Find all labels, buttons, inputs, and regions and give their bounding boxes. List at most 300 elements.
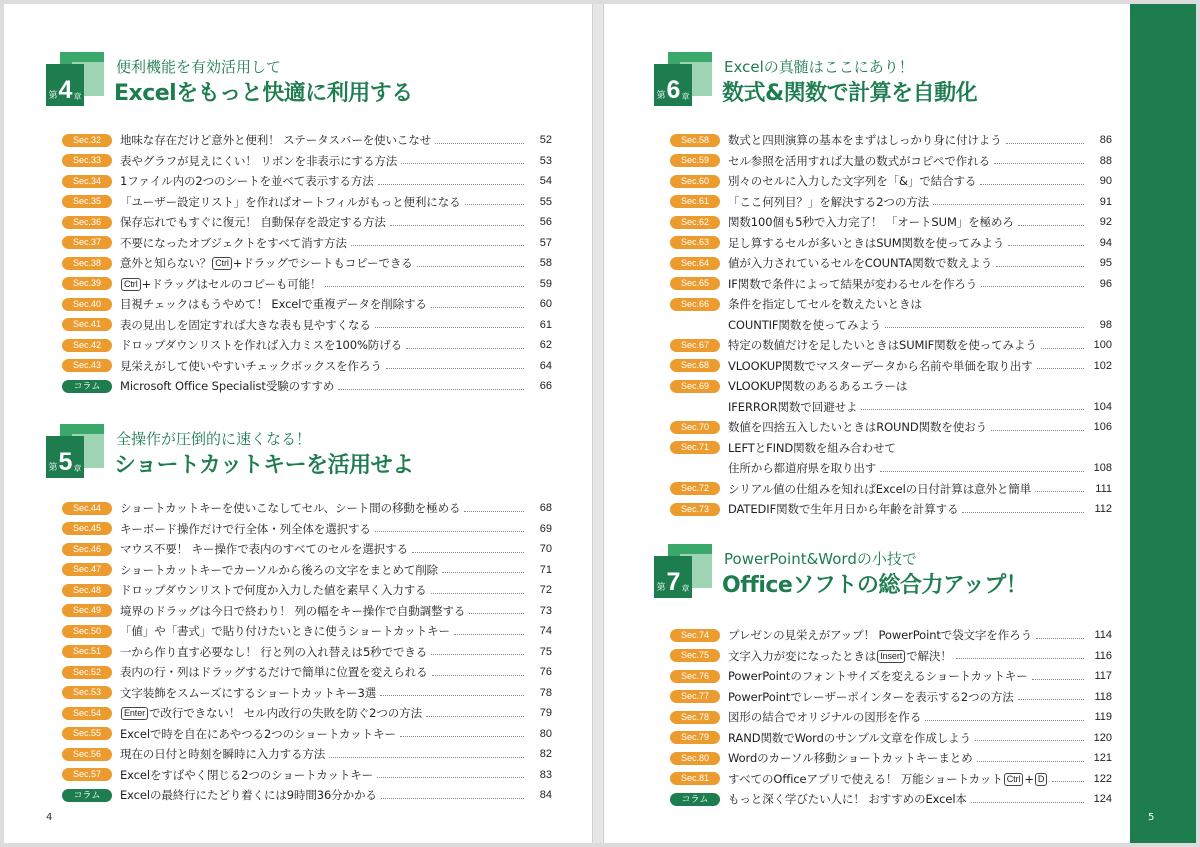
entry-title: Excelで時を自在にあやつる2つのショートカットキー [120, 726, 396, 741]
chapter-title: 数式&関数で計算を自動化 [722, 81, 978, 106]
leader-dots [1052, 781, 1084, 782]
entry-page-number: 76 [539, 666, 552, 679]
section-badge: Sec.32 [62, 134, 112, 147]
toc-entry [62, 703, 552, 724]
leader-dots [880, 471, 1084, 472]
entry-title: 1ファイル内の2つのシートを並べて表示する方法 [120, 174, 374, 189]
leader-dots [991, 430, 1084, 431]
toc-entry-continued [670, 458, 1112, 479]
leader-dots [465, 204, 524, 205]
toc-entry [670, 687, 1112, 708]
section-badge: Sec.73 [670, 503, 720, 516]
leader-dots [400, 736, 524, 737]
toc-entry [62, 192, 552, 213]
chapter-subtitle: PowerPoint&Wordの小技で [724, 550, 917, 568]
chapter-number: 4 [58, 75, 73, 104]
entry-page-number: 72 [539, 584, 552, 597]
chapter-number-box [654, 64, 692, 106]
leader-dots [861, 409, 1084, 410]
section-badge: Sec.35 [62, 195, 112, 208]
entry-page-number: 53 [539, 154, 552, 167]
toc-entry [62, 580, 552, 601]
toc-entry [670, 294, 1112, 315]
leader-dots [378, 184, 524, 185]
entry-page-number: 56 [539, 216, 552, 229]
entry-title: VLOOKUP関数でマスターデータから名前や単価を取り出す [728, 358, 1033, 373]
entry-title: Wordのカーソル移動ショートカットキーまとめ [728, 751, 973, 766]
toc-entry [62, 560, 552, 581]
toc-entry [62, 335, 552, 356]
entry-title: 表やグラフが見えにくい！ リボンを非表示にする方法 [120, 153, 398, 168]
entry-page-number: 69 [539, 522, 552, 535]
leader-dots [431, 307, 524, 308]
entry-title: 表内の行・列はドラッグするだけで簡単に位置を変えられる [120, 665, 428, 680]
leader-dots [380, 695, 524, 696]
leader-dots [956, 658, 1084, 659]
section-badge: Sec.44 [62, 502, 112, 515]
leader-dots [1006, 143, 1084, 144]
entry-title: 関数100個も5秒で入力完了！ 「オートSUM」を極めろ [728, 215, 1014, 230]
leader-dots [412, 552, 524, 553]
toc-entry [62, 621, 552, 642]
section-badge: Sec.80 [670, 752, 720, 765]
entry-page-number: 54 [539, 175, 552, 188]
entry-title: ドロップダウンリストで何度か入力した値を素早く入力する [120, 583, 427, 598]
entry-title-continued: IFERROR関数で回避せよ [728, 399, 858, 414]
toc-entry [670, 748, 1112, 769]
chapter-5-header [46, 424, 546, 484]
leader-dots [1008, 245, 1084, 246]
toc-entry [670, 253, 1112, 274]
entry-page-number: 117 [1094, 670, 1112, 683]
entry-title: 図形の結合でオリジナルの図形を作る [728, 710, 922, 725]
chapter-number-icon [654, 52, 712, 108]
section-badge: Sec.47 [62, 563, 112, 576]
toc-entry [62, 498, 552, 519]
entry-title [728, 771, 1048, 787]
toc-entry [670, 151, 1112, 172]
leader-dots [375, 531, 524, 532]
section-badge: Sec.54 [62, 707, 112, 720]
toc-entry [670, 376, 1112, 397]
column-badge: コラム [62, 789, 112, 802]
entry-title: 「値」や「書式」で貼り付けたいときに使うショートカットキー [120, 624, 450, 639]
leader-dots [435, 143, 524, 144]
chapter-number-box [46, 436, 84, 478]
entry-title: ショートカットキーを使いこなしてセル、シート間の移動を極める [120, 501, 461, 516]
leader-dots [981, 286, 1084, 287]
section-badge: Sec.42 [62, 339, 112, 352]
entry-title [120, 705, 422, 721]
section-badge: Sec.33 [62, 154, 112, 167]
toc-entry [62, 356, 552, 377]
leader-dots [980, 184, 1084, 185]
entry-title-part: で解決！ [906, 648, 952, 663]
section-badge: Sec.39 [62, 277, 112, 290]
toc-entry [62, 744, 552, 765]
entry-title: 別々のセルに入力した文字列を「&」で結合する [728, 174, 977, 189]
entry-page-number: 66 [539, 380, 552, 393]
chapter-subtitle: Excelの真髄はここにあり！ [724, 58, 914, 76]
toc-entry [670, 130, 1112, 151]
entry-title: シリアル値の仕組みを知ればExcelの日付計算は意外と簡単 [728, 481, 1032, 496]
section-badge: Sec.34 [62, 175, 112, 188]
section-badge: Sec.51 [62, 645, 112, 658]
chapter-suffix: 章 [73, 464, 82, 473]
toc-entry [670, 769, 1112, 790]
section-badge: Sec.62 [670, 216, 720, 229]
section-badge: Sec.65 [670, 277, 720, 290]
entry-title: Excelの最終行にたどり着くには9時間36分かかる [120, 788, 377, 803]
toc-entry [62, 233, 552, 254]
section-badge: Sec.50 [62, 625, 112, 638]
leader-dots [329, 757, 524, 758]
entry-page-number: 82 [539, 748, 552, 761]
section-badge: Sec.37 [62, 236, 112, 249]
leader-dots [442, 572, 524, 573]
leader-dots [338, 389, 524, 390]
toc-entry [670, 417, 1112, 438]
entry-title-continued: COUNTIF関数を使ってみよう [728, 317, 882, 332]
entry-title [120, 255, 413, 271]
section-badge: Sec.71 [670, 441, 720, 454]
section-badge: Sec.61 [670, 195, 720, 208]
leader-dots [933, 204, 1084, 205]
toc-entry [670, 212, 1112, 233]
entry-title: Excelをすばやく閉じる2つのショートカットキー [120, 767, 374, 782]
toc-entry [62, 519, 552, 540]
entry-title: 「ユーザー設定リスト」を作ればオートフィルがもっと便利になる [120, 194, 461, 209]
entry-page-number: 122 [1093, 772, 1112, 785]
section-badge: Sec.41 [62, 318, 112, 331]
section-badge: Sec.56 [62, 748, 112, 761]
entry-title: PowerPointでレーザーポインターを表示する2つの方法 [728, 689, 1014, 704]
entry-page-number: 79 [539, 707, 552, 720]
section-badge: Sec.46 [62, 543, 112, 556]
leader-dots [1018, 225, 1084, 226]
entry-title-part: +ドラッグはセルのコピーも可能！ [141, 276, 322, 291]
chapter-7-toc [670, 625, 1112, 810]
entry-page-number: 111 [1095, 482, 1112, 495]
entry-title: セル参照を活用すれば大量の数式がコピペで作れる [728, 153, 990, 168]
entry-page-number: 84 [539, 789, 552, 802]
entry-page-number: 59 [539, 277, 552, 290]
toc-entry [670, 192, 1112, 213]
leader-dots [1036, 638, 1084, 639]
entry-title: 特定の数値だけを足したいときはSUMIF関数を使ってみよう [728, 338, 1037, 353]
entry-title: IF関数で条件によって結果が変わるセルを作ろう [728, 276, 978, 291]
section-badge: Sec.79 [670, 731, 720, 744]
section-badge: Sec.69 [670, 380, 720, 393]
entry-title: 足し算するセルが多いときはSUM関数を使ってみよう [728, 235, 1005, 250]
key-cap: Ctrl [212, 257, 232, 270]
leader-dots [375, 327, 524, 328]
column-badge: コラム [670, 793, 720, 806]
entry-title: 表の見出しを固定すれば大きな表も見やすくなる [120, 317, 371, 332]
entry-title: ショートカットキーでカーソルから後ろの文字をまとめて削除 [120, 562, 439, 577]
entry-page-number: 73 [539, 604, 552, 617]
chapter-7-header [654, 544, 1114, 604]
leader-dots [1041, 348, 1084, 349]
entry-page-number: 64 [539, 359, 552, 372]
chapter-number: 5 [58, 447, 73, 476]
entry-title: 保存忘れでもすぐに復元！ 自動保存を設定する方法 [120, 215, 386, 230]
entry-title: 境界のドラッグは今日で終わり！ 列の幅をキー操作で自動調整する [120, 603, 466, 618]
chapter-6-toc [670, 130, 1112, 520]
toc-entry [670, 233, 1112, 254]
toc-column-entry [670, 789, 1112, 810]
entry-title: DATEDIF関数で生年月日から年齢を計算する [728, 502, 959, 517]
entry-page-number: 106 [1093, 421, 1112, 434]
toc-entry [62, 724, 552, 745]
section-badge: Sec.58 [670, 134, 720, 147]
entry-page-number: 96 [1099, 277, 1112, 290]
entry-title [728, 648, 952, 664]
chapter-suffix: 章 [681, 584, 690, 593]
entry-page-number: 119 [1094, 711, 1112, 724]
leader-dots [1035, 491, 1084, 492]
leader-dots [406, 348, 524, 349]
toc-entry [670, 646, 1112, 667]
chapter-4-header [46, 52, 546, 112]
leader-dots [994, 163, 1084, 164]
section-badge: Sec.55 [62, 727, 112, 740]
chapter-title: Officeソフトの総合力アップ！ [722, 573, 1028, 598]
section-badge: Sec.49 [62, 604, 112, 617]
toc-entry [62, 539, 552, 560]
section-badge: Sec.63 [670, 236, 720, 249]
entry-page-number: 62 [539, 339, 552, 352]
leader-dots [469, 613, 524, 614]
toc-entry [62, 151, 552, 172]
leader-dots [432, 675, 524, 676]
leader-dots [431, 654, 524, 655]
entry-page-number: 120 [1093, 731, 1112, 744]
chapter-number: 6 [666, 75, 681, 104]
chapter-4-toc [62, 130, 552, 397]
right-page [603, 4, 1196, 843]
chapter-6-header [654, 52, 1114, 112]
section-badge: Sec.38 [62, 257, 112, 270]
entry-title: 値が入力されているセルをCOUNTA関数で数えよう [728, 256, 993, 271]
chapter-number-icon [46, 52, 104, 108]
section-badge: Sec.36 [62, 216, 112, 229]
left-page [4, 4, 593, 843]
entry-title-part: +ドラッグでシートもコピーできる [232, 256, 413, 271]
entry-page-number: 86 [1099, 134, 1112, 147]
section-badge: Sec.48 [62, 584, 112, 597]
entry-title-part: すべてのOfficeアプリで使える！ 万能ショートカット [728, 771, 1003, 786]
leader-dots [431, 593, 524, 594]
leader-dots [390, 225, 524, 226]
section-badge: Sec.59 [670, 154, 720, 167]
entry-page-number: 95 [1099, 257, 1112, 270]
entry-page-number: 102 [1093, 359, 1112, 372]
entry-page-number: 98 [1099, 318, 1112, 331]
entry-title: 地味な存在だけど意外と便利！ ステータスバーを使いこなせ [120, 133, 432, 148]
toc-entry [670, 438, 1112, 459]
toc-entry [62, 253, 552, 274]
toc-column-entry [62, 785, 552, 806]
toc-entry [62, 642, 552, 663]
toc-entry [62, 662, 552, 683]
chapter-number-box [654, 556, 692, 598]
entry-page-number: 124 [1093, 793, 1112, 806]
section-badge: Sec.74 [670, 629, 720, 642]
page-number: 5 [1148, 812, 1155, 823]
key-cap: D [1035, 773, 1047, 786]
leader-dots [417, 266, 524, 267]
entry-title: LEFTとFIND関数を組み合わせて [728, 440, 896, 455]
entry-page-number: 74 [539, 625, 552, 638]
toc-entry [670, 274, 1112, 295]
entry-page-number: 90 [1099, 175, 1112, 188]
entry-page-number: 71 [539, 563, 552, 576]
chapter-prefix: 第 [48, 463, 58, 473]
chapter-subtitle: 全操作が圧倒的に速くなる！ [116, 430, 312, 448]
section-badge: Sec.40 [62, 298, 112, 311]
section-badge: Sec.43 [62, 359, 112, 372]
toc-entry [62, 274, 552, 295]
section-badge: Sec.72 [670, 482, 720, 495]
entry-title-part: + [1024, 771, 1034, 786]
entry-page-number: 92 [1099, 216, 1112, 229]
entry-page-number: 60 [539, 298, 552, 311]
entry-page-number: 61 [539, 318, 552, 331]
entry-title: プレゼンの見栄えがアップ！ PowerPointで袋文字を作ろう [728, 628, 1033, 643]
key-cap: Insert [877, 650, 905, 663]
section-badge: Sec.81 [670, 772, 720, 785]
key-cap: Enter [121, 707, 148, 720]
entry-title: ドロップダウンリストを作れば入力ミスを100%防げる [120, 338, 403, 353]
leader-dots [381, 798, 524, 799]
leader-dots [454, 634, 524, 635]
entry-page-number: 104 [1093, 400, 1112, 413]
toc-entry [62, 212, 552, 233]
section-badge: Sec.67 [670, 339, 720, 352]
section-badge: Sec.77 [670, 690, 720, 703]
chapter-number-icon [46, 424, 104, 480]
entry-page-number: 112 [1094, 503, 1112, 516]
entry-page-number: 68 [539, 502, 552, 515]
chapter-prefix: 第 [656, 583, 666, 593]
chapter-suffix: 章 [73, 92, 82, 101]
toc-entry [670, 356, 1112, 377]
entry-page-number: 80 [539, 727, 552, 740]
entry-page-number: 118 [1094, 690, 1112, 703]
chapter-subtitle: 便利機能を有効活用して [116, 58, 282, 76]
entry-page-number: 100 [1093, 339, 1112, 352]
section-badge: Sec.75 [670, 649, 720, 662]
section-badge: Sec.45 [62, 522, 112, 535]
chapter-prefix: 第 [656, 91, 666, 101]
leader-dots [426, 716, 524, 717]
toc-entry [670, 728, 1112, 749]
entry-title: 現在の日付と時刻を瞬時に入力する方法 [120, 747, 326, 762]
entry-page-number: 57 [539, 236, 552, 249]
entry-page-number: 114 [1094, 629, 1112, 642]
section-badge: Sec.60 [670, 175, 720, 188]
chapter-color-strip [1130, 4, 1196, 843]
toc-entry [62, 315, 552, 336]
entry-title: 目視チェックはもうやめて！ Excelで重複データを削除する [120, 297, 427, 312]
chapter-number: 7 [666, 567, 681, 596]
leader-dots [977, 761, 1084, 762]
toc-entry [62, 601, 552, 622]
entry-title: PowerPointのフォントサイズを変えるショートカットキー [728, 669, 1028, 684]
chapter-title: ショートカットキーを活用せよ [114, 453, 414, 478]
section-badge: Sec.68 [670, 359, 720, 372]
entry-page-number: 52 [539, 134, 552, 147]
section-badge: Sec.66 [670, 298, 720, 311]
entry-page-number: 108 [1093, 462, 1112, 475]
leader-dots [386, 368, 524, 369]
page-number: 4 [46, 812, 53, 823]
entry-title: RAND関数でWordのサンプル文章を作成しよう [728, 730, 971, 745]
leader-dots [325, 286, 524, 287]
toc-entry [670, 171, 1112, 192]
leader-dots [1037, 368, 1084, 369]
toc-entry [62, 171, 552, 192]
chapter-title: Excelをもっと快適に利用する [114, 81, 413, 106]
entry-title: 一から作り直す必要なし！ 行と列の入れ替えは5秒でできる [120, 644, 428, 659]
entry-title: VLOOKUP関数のあるあるエラーは [728, 379, 908, 394]
leader-dots [975, 740, 1084, 741]
leader-dots [1018, 699, 1084, 700]
entry-title-part: で改行できない！ セル内改行の失敗を防ぐ2つの方法 [149, 706, 422, 721]
toc-entry-continued [670, 315, 1112, 336]
toc-entry [62, 765, 552, 786]
chapter-5-toc [62, 498, 552, 806]
leader-dots [971, 802, 1084, 803]
leader-dots [962, 512, 1084, 513]
key-cap: Ctrl [1004, 773, 1024, 786]
toc-entry [670, 499, 1112, 520]
entry-page-number: 55 [539, 195, 552, 208]
entry-page-number: 58 [539, 257, 552, 270]
toc-entry [62, 130, 552, 151]
leader-dots [1032, 679, 1084, 680]
column-badge: コラム [62, 380, 112, 393]
entry-page-number: 70 [539, 543, 552, 556]
entry-page-number: 91 [1099, 195, 1112, 208]
toc-entry [670, 335, 1112, 356]
entry-title-part: 意外と知らない？ [120, 256, 212, 271]
entry-title: 見栄えがして使いやすいチェックボックスを作ろう [120, 358, 382, 373]
entry-title: 数値を四捨五入したいときはROUND関数を使おう [728, 420, 988, 435]
key-cap: Ctrl [121, 278, 141, 291]
entry-title: もっと深く学びたい人に！ おすすめのExcel本 [728, 792, 967, 807]
leader-dots [996, 266, 1084, 267]
chapter-number-box [46, 64, 84, 106]
chapter-suffix: 章 [681, 92, 690, 101]
entry-title: Microsoft Office Specialist受験のすすめ [120, 379, 335, 394]
entry-page-number: 116 [1094, 649, 1112, 662]
entry-page-number: 88 [1099, 154, 1112, 167]
leader-dots [925, 720, 1084, 721]
entry-page-number: 94 [1099, 236, 1112, 249]
toc-entry [670, 625, 1112, 646]
entry-title: 不要になったオブジェクトをすべて消す方法 [120, 235, 347, 250]
section-badge: Sec.57 [62, 768, 112, 781]
leader-dots [377, 777, 524, 778]
section-badge: Sec.76 [670, 670, 720, 683]
toc-entry [670, 666, 1112, 687]
section-badge: Sec.52 [62, 666, 112, 679]
entry-title: 文字装飾をスムーズにするショートカットキー3選 [120, 685, 377, 700]
toc-entry [670, 707, 1112, 728]
entry-title: 条件を指定してセルを数えたいときは [728, 297, 922, 312]
